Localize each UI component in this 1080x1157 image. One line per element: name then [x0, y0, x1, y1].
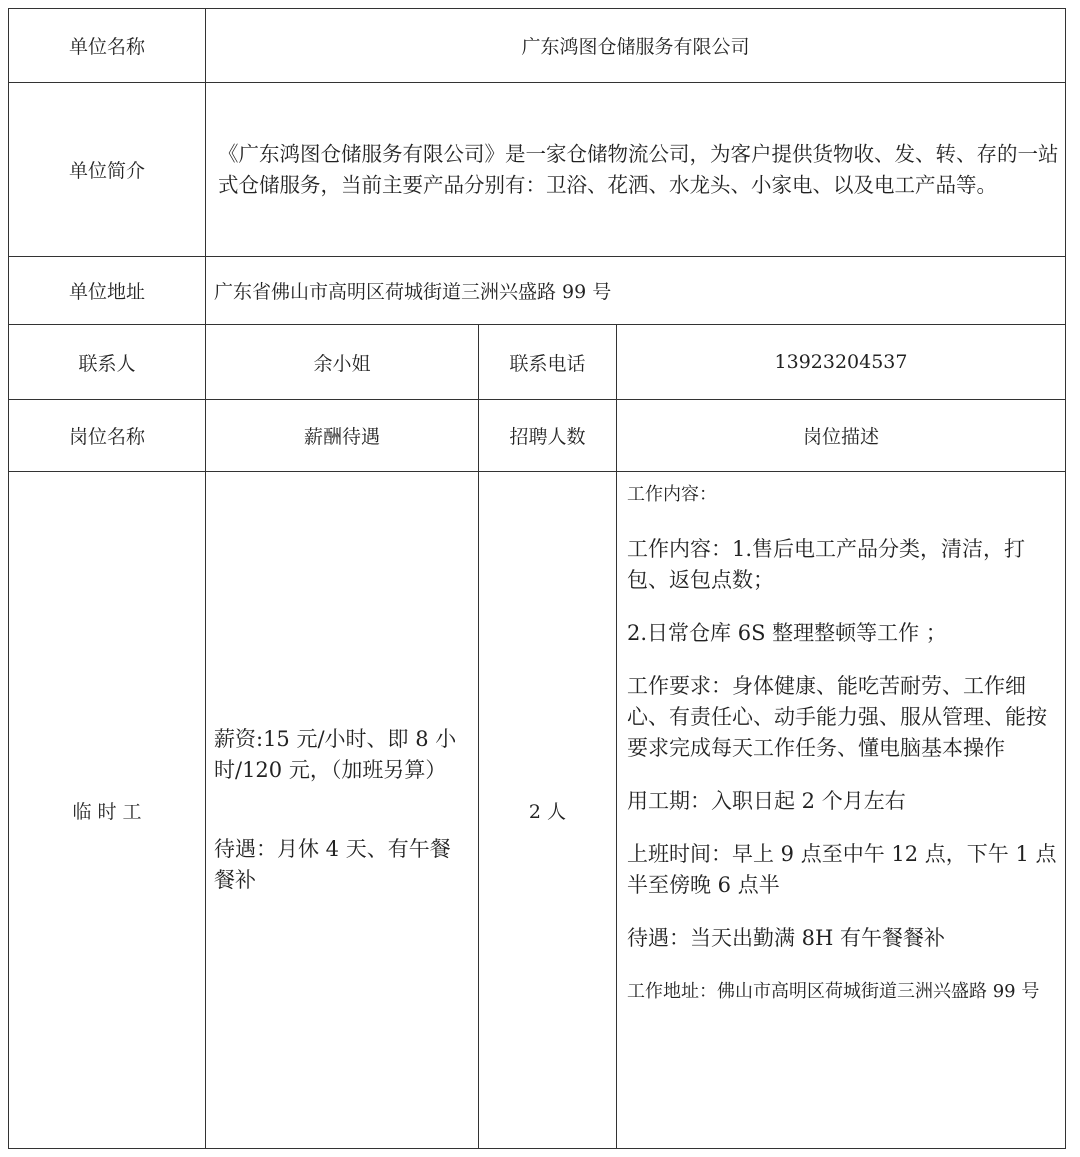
- desc-work-address: 工作地址：佛山市高明区荷城街道三洲兴盛路 99 号: [627, 981, 1040, 1002]
- job-row: [9, 472, 1066, 1149]
- header-description: 岗位描述: [617, 400, 1066, 472]
- desc-content-1: 工作内容：1.售后电工产品分类，清洁，打包、返包点数；: [627, 537, 1026, 592]
- header-row: [9, 400, 1066, 472]
- company-name: 广东鸿图仓储服务有限公司: [206, 9, 1066, 83]
- company-intro-label: 单位简介: [9, 83, 206, 257]
- company-address-row: [9, 257, 1066, 325]
- header-count: 招聘人数: [479, 400, 617, 472]
- desc-header: 工作内容：: [627, 484, 717, 505]
- desc-content-2: 2.日常仓库 6S 整理整顿等工作 ；: [627, 621, 947, 645]
- company-address: 广东省佛山市高明区荷城街道三洲兴盛路 99 号: [206, 257, 1066, 325]
- header-position: 岗位名称: [9, 400, 206, 472]
- desc-period: 用工期：入职日起 2 个月左右: [627, 789, 906, 813]
- contact-phone: 13923204537: [617, 325, 1066, 400]
- company-intro: 《广东鸿图仓储服务有限公司》是一家仓储物流公司，为客户提供货物收、发、转、存的一站式仓储服务，当前主要产品分别有：卫浴、花洒、水龙头、小家电、以及电工产品等。: [206, 83, 1066, 257]
- desc-requirements: 工作要求：身体健康、能吃苦耐劳、工作细心、有责任心、动手能力强、服从管理、能按要求完成每天工作任务、懂电脑基本操作: [627, 674, 1047, 760]
- company-name-label: 单位名称: [9, 9, 206, 83]
- recruitment-table: [8, 8, 1066, 1149]
- job-pay: [206, 472, 479, 1149]
- job-salary: 薪资:15 元/小时、即 8 小时/120 元，（加班另算）: [214, 727, 457, 782]
- job-position: 临 时 工: [9, 472, 206, 1149]
- company-intro-row: [9, 83, 1066, 257]
- job-benefit: 待遇：月休 4 天、有午餐餐补: [214, 837, 451, 892]
- contact-phone-label: 联系电话: [479, 325, 617, 400]
- company-address-label: 单位地址: [9, 257, 206, 325]
- company-name-row: [9, 9, 1066, 83]
- contact-person-label: 联系人: [9, 325, 206, 400]
- contact-person: 余小姐: [206, 325, 479, 400]
- contact-row: [9, 325, 1066, 400]
- desc-hours: 上班时间：早上 9 点至中午 12 点，下午 1 点半至傍晚 6 点半: [627, 842, 1057, 897]
- desc-treatment: 待遇：当天出勤满 8H 有午餐餐补: [627, 926, 946, 950]
- job-description: [617, 472, 1066, 1149]
- header-pay: 薪酬待遇: [206, 400, 479, 472]
- job-count: 2 人: [479, 472, 617, 1149]
